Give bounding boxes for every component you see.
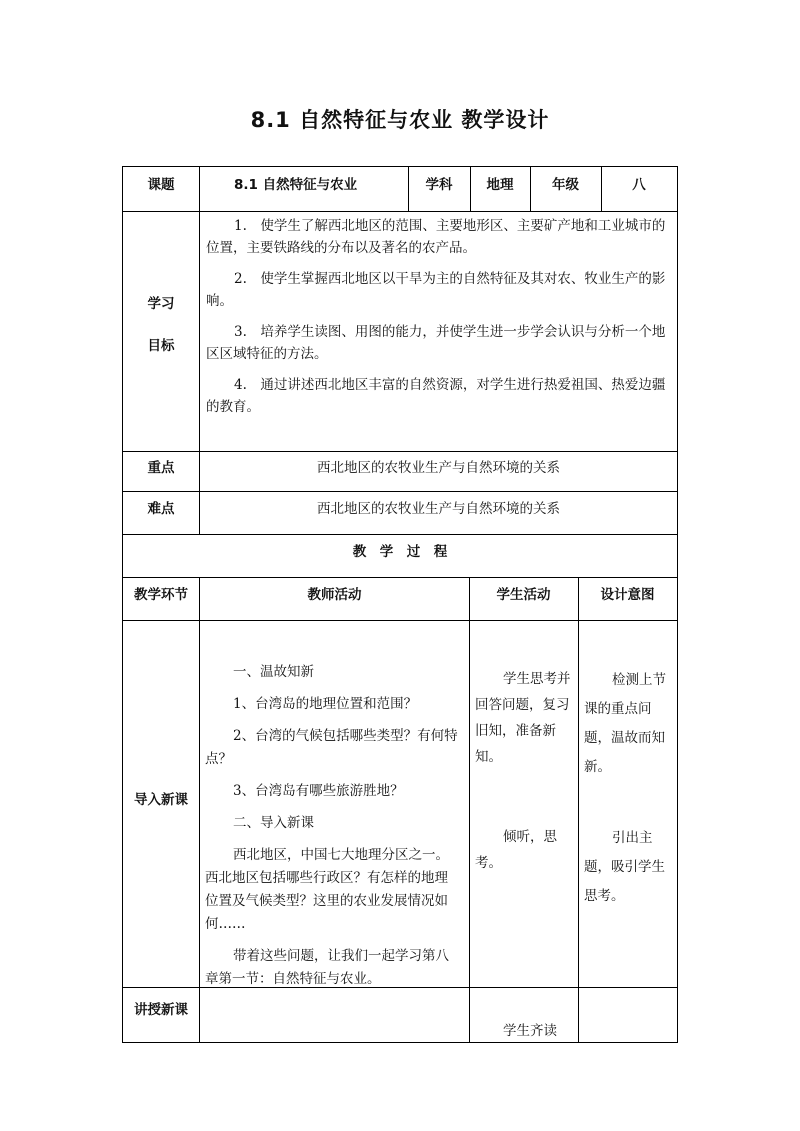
student-activity-line: 学生齐读 [503,1023,557,1039]
teacher-activity-line: 3、台湾岛有哪些旅游胜地？ [233,783,404,799]
lecture-stage-label: 讲授新课 [134,1002,188,1018]
process-header-intent: 设计意图 [600,587,655,603]
teacher-activity-line: 2、台湾的气候包括哪些类型？有何特点？ [205,728,458,767]
intro-teacher-activities [205,661,461,991]
objective-item: 2. 使学生掌握西北地区以干旱为主的自然特征及其对农、牧业生产的影响。 [206,271,666,309]
objectives-label-line1: 学习 [147,296,175,312]
objectives-label [122,292,200,358]
intro-stage-label: 导入新课 [134,792,188,808]
teacher-activity-line: 二、导入新课 [233,815,314,831]
teacher-activity-line: 带着这些问题，让我们一起学习第八章第一节：自然特征与农业。 [205,948,449,987]
process-header-stage: 教学环节 [134,587,188,603]
process-header-teacher: 教师活动 [307,587,362,603]
process-title: 教 学 过 程 [352,544,448,560]
difficult-point-value: 西北地区的农牧业生产与自然环境的关系 [317,501,560,517]
intro-design-intent [584,666,674,911]
student-activity-line: 倾听，思考。 [475,829,557,871]
objective-item: 4. 通过讲述西北地区丰富的自然资源，对学生进行热爱祖国、热爱边疆的教育。 [206,377,666,415]
key-point-label: 重点 [147,460,175,476]
design-intent-line: 检测上节课的重点问题，温故而知新。 [584,672,666,775]
subject-label: 学科 [425,177,453,193]
objective-item: 1. 使学生了解西北地区的范围、主要地形区、主要矿产地和工业城市的位置，主要铁路线的分布以及著名的农产品。 [206,218,666,256]
student-activity-line: 学生思考并回答问题，复习旧知，准备新知。 [475,671,571,765]
objectives-label-line2: 目标 [147,338,175,354]
objective-item: 3. 培养学生读图、用图的能力，并使学生进一步学会认识与分析一个地区区域特征的方法。 [206,324,666,362]
teacher-activity-line: 1、台湾岛的地理位置和范围？ [233,696,418,712]
topic-value: 8.1 自然特征与农业 [234,177,358,193]
design-intent-line: 引出主题，吸引学生思考。 [584,830,665,904]
intro-student-activities [475,666,575,876]
process-header-student: 学生活动 [496,587,551,603]
teacher-activity-line: 西北地区，中国七大地理分区之一。西北地区包括哪些行政区？有怎样的地理位置及气候类型？这里的农业发展情况如何…… [205,847,449,932]
topic-label: 课题 [147,177,175,193]
difficult-point-label: 难点 [147,501,175,517]
grade-value: 八 [632,177,646,193]
key-point-value: 西北地区的农牧业生产与自然环境的关系 [317,460,560,476]
lecture-student-activity [475,1020,575,1042]
subject-value: 地理 [486,177,514,193]
teacher-activity-line: 一、温故知新 [233,664,314,680]
document-title: 8.1 自然特征与农业 教学设计 [250,108,550,132]
objectives-list [206,215,672,418]
grade-label: 年级 [552,177,579,193]
